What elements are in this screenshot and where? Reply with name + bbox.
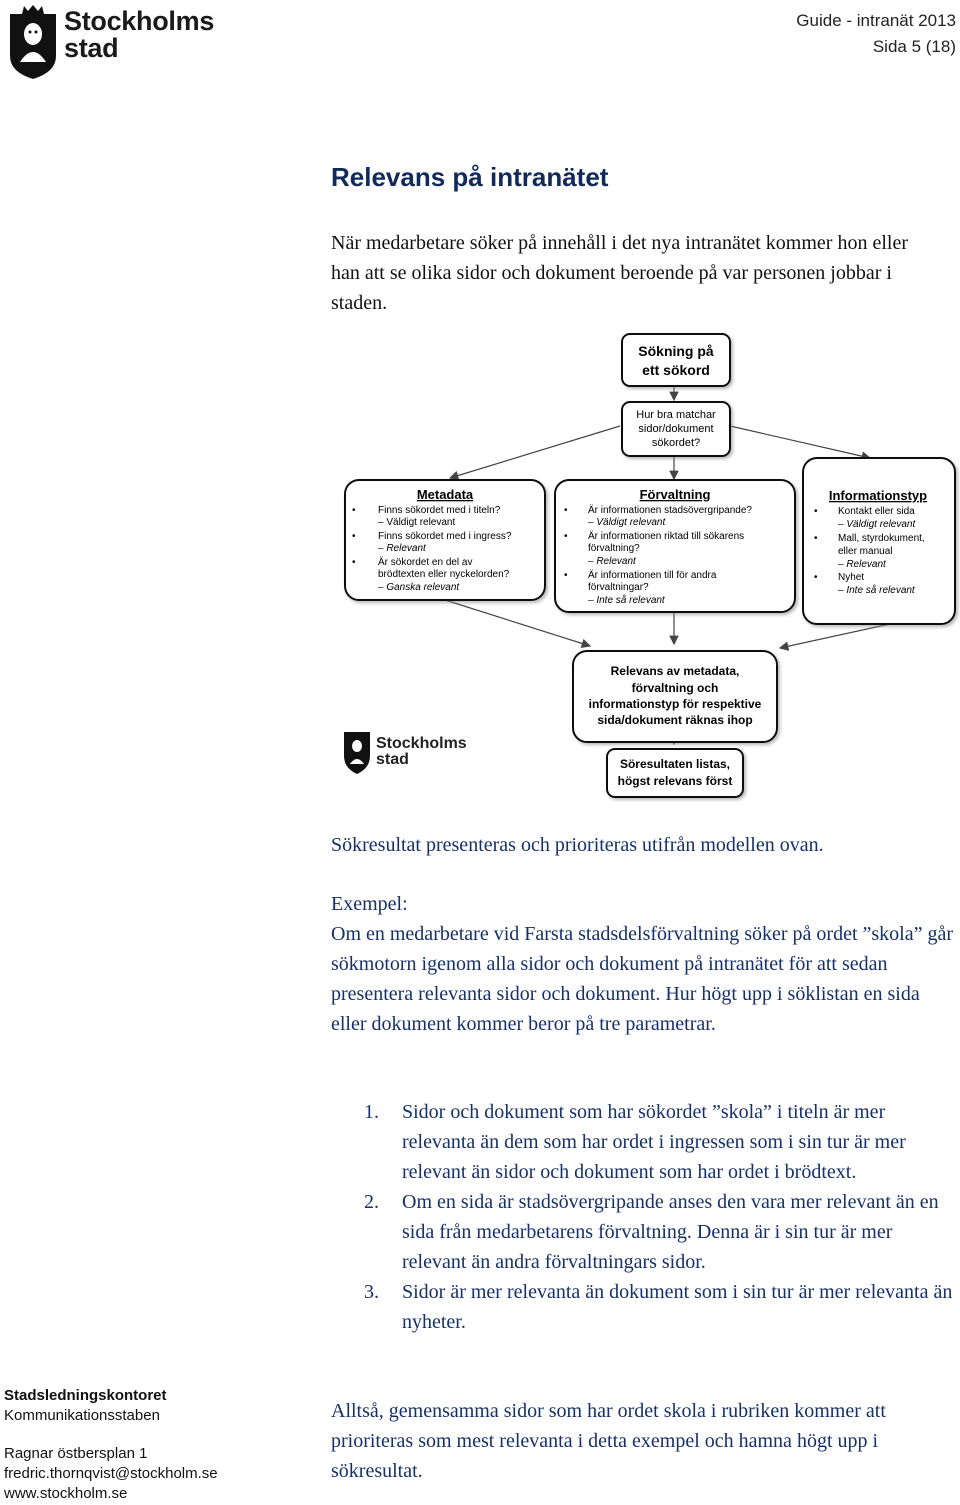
metadata-line-7: – Ganska relevant: [378, 582, 460, 593]
metadata-bullet-1: •: [352, 505, 356, 516]
informationstyp-line-2: – Väldigt relevant: [838, 519, 916, 530]
forvaltning-line-6: Är informationen till för andra: [588, 570, 717, 581]
metadata-bullet-3: •: [352, 557, 356, 568]
metadata-line-6: brödtexten eller nyckelorden?: [378, 569, 510, 580]
footer-unit: Kommunikationsstaben: [4, 1407, 160, 1424]
metadata-line-5: Är sökordet en del av: [378, 557, 473, 568]
relevance-flowchart: [330, 328, 960, 803]
forvaltning-line-2: – Väldigt relevant: [588, 517, 666, 528]
arrow-question-metadata: [450, 426, 620, 478]
question-line-1: Hur bra matchar: [636, 409, 716, 421]
forvaltning-line-1: Är informationen stadsövergripande?: [588, 505, 752, 516]
informationstyp-line-4: eller manual: [838, 546, 893, 557]
arrow-question-informationstyp: [730, 426, 870, 458]
stockholms-stad-logo: [8, 4, 58, 80]
box-search-start: [622, 334, 730, 386]
page-title: Relevans på intranätet: [331, 162, 609, 192]
list-item-number: 1.: [364, 1101, 379, 1123]
informationstyp-heading: Informationstyp: [828, 488, 928, 503]
footer-website[interactable]: www.stockholm.se: [4, 1485, 128, 1502]
informationstyp-line-5: – Relevant: [838, 559, 886, 570]
start-line-2: ett sökord: [642, 362, 710, 378]
combine-line-4: sida/dokument räknas ihop: [597, 713, 753, 727]
logo-line-1: Stockholms: [64, 6, 215, 36]
forvaltning-bullet-3: •: [564, 570, 568, 581]
figure-logo: [344, 732, 370, 774]
intro-paragraph: När medarbetare söker på innehåll i det nya intranätet kommer hon eller han att se olika sidor och dokument beroende på var personen jobbar i staden.: [331, 232, 908, 314]
combine-line-3: informationstyp för respektive: [588, 697, 762, 711]
metadata-line-4: – Relevant: [378, 543, 426, 554]
logo-wordmark: [64, 8, 214, 62]
list-item-text: Sidor är mer relevanta än dokument som i sin tur är mer relevanta än nyheter.: [402, 1281, 953, 1333]
arrow-informationstyp-combine: [780, 624, 890, 648]
logo-line-2: stad: [64, 33, 119, 63]
forvaltning-heading: Förvaltning: [639, 487, 711, 502]
footer-address: Ragnar östbersplan 1: [4, 1445, 148, 1462]
footer-email[interactable]: fredric.thornqvist@stockholm.se: [4, 1465, 218, 1482]
list-item: [364, 1187, 960, 1277]
result-line-2: högst relevans först: [617, 774, 733, 788]
list-item-number: 3.: [364, 1281, 379, 1303]
metadata-line-3: Finns sökordet med i ingress?: [378, 531, 512, 542]
figure-caption: Sökresultat presenteras och prioriteras utifrån modellen ovan.: [331, 834, 824, 856]
parameter-list: [364, 1097, 960, 1337]
question-line-2: sidor/dokument: [638, 423, 714, 435]
question-line-3: sökordet?: [651, 437, 701, 449]
metadata-bullet-2: •: [352, 531, 356, 542]
figure-logo-line-1: Stockholms: [376, 735, 467, 752]
forvaltning-line-4: förvaltning?: [588, 543, 640, 554]
figure-logo-line-2: stad: [376, 751, 409, 768]
informationstyp-line-1: Kontakt eller sida: [838, 506, 915, 517]
document-header: [796, 8, 956, 60]
example-body: Om en medarbetare vid Farsta stadsdelsförvaltning söker på ordet ”skola” går sökmotorn igenom alla sidor och dokument på intranätet för att sedan presentera relevanta sidor och dokument. Hur högt upp i söklistan en sida eller dokument kommer beror på tre parametrar.: [331, 923, 954, 1035]
informationstyp-bullet-3: •: [814, 572, 818, 583]
informationstyp-line-3: Mall, styrdokument,: [838, 533, 925, 544]
forvaltning-line-5: – Relevant: [588, 556, 636, 567]
result-line-1: Söresultaten listas,: [619, 757, 731, 771]
start-line-1: Sökning på: [638, 343, 714, 359]
footer-department: Stadsledningskontoret: [4, 1387, 167, 1404]
forvaltning-line-8: – Inte så relevant: [588, 595, 665, 606]
forvaltning-line-3: Är informationen riktad till sökarens: [588, 531, 745, 542]
informationstyp-line-6: Nyhet: [838, 572, 865, 583]
forvaltning-bullet-2: •: [564, 531, 568, 542]
metadata-heading: Metadata: [416, 487, 474, 502]
list-item-text: Om en sida är stadsövergripande anses den vara mer relevant än en sida från medarbetarens förvaltning. Denna är i sin tur är mer relevant än andra förvaltningars sidor.: [402, 1191, 939, 1273]
list-item: [364, 1097, 960, 1187]
informationstyp-bullet-1: •: [814, 506, 818, 517]
metadata-line-2: – Väldigt relevant: [378, 517, 456, 528]
combine-line-2: förvaltning och: [631, 681, 719, 695]
forvaltning-bullet-1: •: [564, 505, 568, 516]
list-item-number: 2.: [364, 1191, 379, 1213]
list-item: [364, 1277, 960, 1337]
document-title: Guide - intranät 2013: [796, 11, 956, 30]
informationstyp-line-7: – Inte så relevant: [838, 585, 915, 596]
page-number: Sida 5 (18): [872, 37, 956, 56]
informationstyp-bullet-2: •: [814, 533, 818, 544]
example-label: Exempel:: [331, 893, 408, 915]
conclusion-paragraph: Alltså, gemensamma sidor som har ordet skola i rubriken kommer att prioriteras som mest relevanta i detta exempel och hamna högt upp i sökresultat.: [331, 1400, 886, 1482]
footer: [4, 1386, 218, 1504]
list-item-text: Sidor och dokument som har sökordet ”skola” i titeln är mer relevanta än dem som har ordet i ingressen som i sin tur är mer relevant än sidor och dokument som har ordet i brödtext.: [402, 1101, 906, 1183]
metadata-line-1: Finns sökordet med i titeln?: [378, 505, 501, 516]
combine-line-1: Relevans av metadata,: [610, 664, 740, 678]
forvaltning-line-7: förvaltningar?: [588, 582, 649, 593]
